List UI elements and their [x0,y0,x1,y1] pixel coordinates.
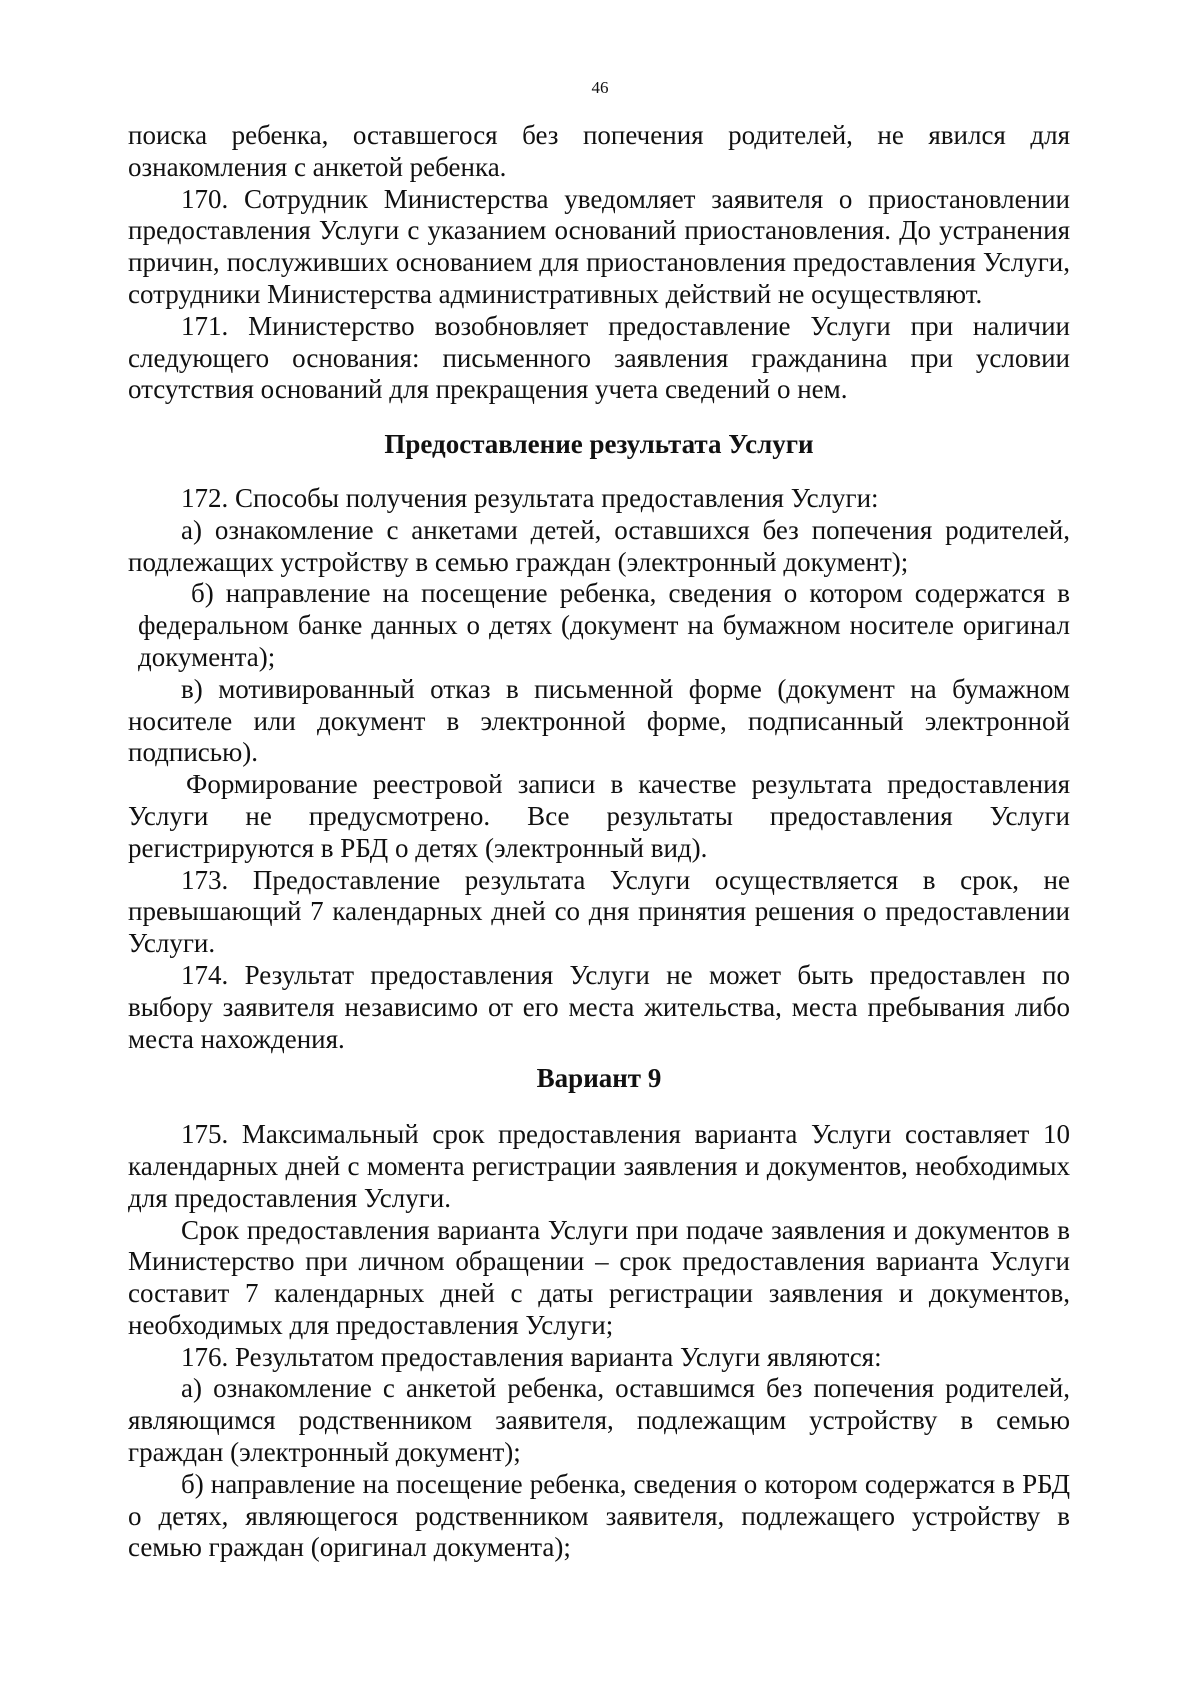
paragraph-term: Срок предоставления варианта Услуги при подаче заявления и документов в Министерство при личном обращении – срок предоставления варианта Услуги составит 7 календарных дней с даты регистрации заявления и документов, необходимых для предоставления Услуги; [128,1214,1070,1340]
paragraph-170: 170. Сотрудник Министерства уведомляет заявителя о приостановлении предоставления Услуги с указанием оснований приостановления. До устранения причин, послуживших основанием для приостановления предоставления Услуги, сотрудники Министерства административных действий не осуществляют. [128,183,1070,309]
paragraph-176: 176. Результатом предоставления варианта Услуги являются: [181,1341,882,1372]
section-heading-result: Предоставление результата Услуги [384,429,814,460]
paragraph-172-b: б) направление на посещение ребенка, сведения о котором содержатся в федеральном банке данных о детях (документ на бумажном носителе оригинал документа); [138,578,1070,672]
paragraph-175: 175. Максимальный срок предоставления варианта Услуги составляет 10 календарных дней с момента регистрации заявления и документов, необходимых для предоставления Услуги. [128,1119,1070,1213]
page-number: 46 [591,78,609,97]
paragraph-171: 171. Министерство возобновляет предоставление Услуги при наличии следующего основания: письменного заявления гражданина при условии отсутствия оснований для прекращения учета сведений о нем. [128,310,1070,405]
paragraph-176-b: б) направление на посещение ребенка, сведения о котором содержатся в РБД о детях, являющегося родственником заявителя, подлежащего устройству в семью граждан (оригинал документа); [128,1468,1070,1563]
paragraph-172-a: а) ознакомление с анкетами детей, оставшихся без попечения родителей, подлежащих устройству в семью граждан (электронный документ); [128,514,1070,577]
paragraph-172: 172. Способы получения результата предоставления Услуги: [181,482,879,513]
paragraph-registry-record: Формирование реестровой записи в качестве результата предоставления Услуги не предусмотрено. Все результаты предоставления Услуги регистрируются в РБД о детях (электронный вид). [128,769,1070,863]
paragraph-continuation: поиска ребенка, оставшегося без попечения родителей, не явился для ознакомления с анкетой ребенка. [128,120,1070,182]
paragraph-176-a: а) ознакомление с анкетой ребенка, оставшимся без попечения родителей, являющимся родственником заявителя, подлежащим устройству в семью граждан (электронный документ); [128,1373,1070,1468]
paragraph-174: 174. Результат предоставления Услуги не может быть предоставлен по выбору заявителя независимо от его места жительства, места пребывания либо места нахождения. [128,959,1070,1054]
paragraph-172-v: в) мотивированный отказ в письменной форме (документ на бумажном носителе или документ в электронной форме, подписанный электронной подписью). [128,673,1070,768]
document-body [128,120,1070,1564]
section-heading-variant-9: Вариант 9 [536,1063,662,1094]
paragraph-173: 173. Предоставление результата Услуги осуществляется в срок, не превышающий 7 календарных дней со дня принятия решения о предоставлении Услуги. [128,864,1070,959]
